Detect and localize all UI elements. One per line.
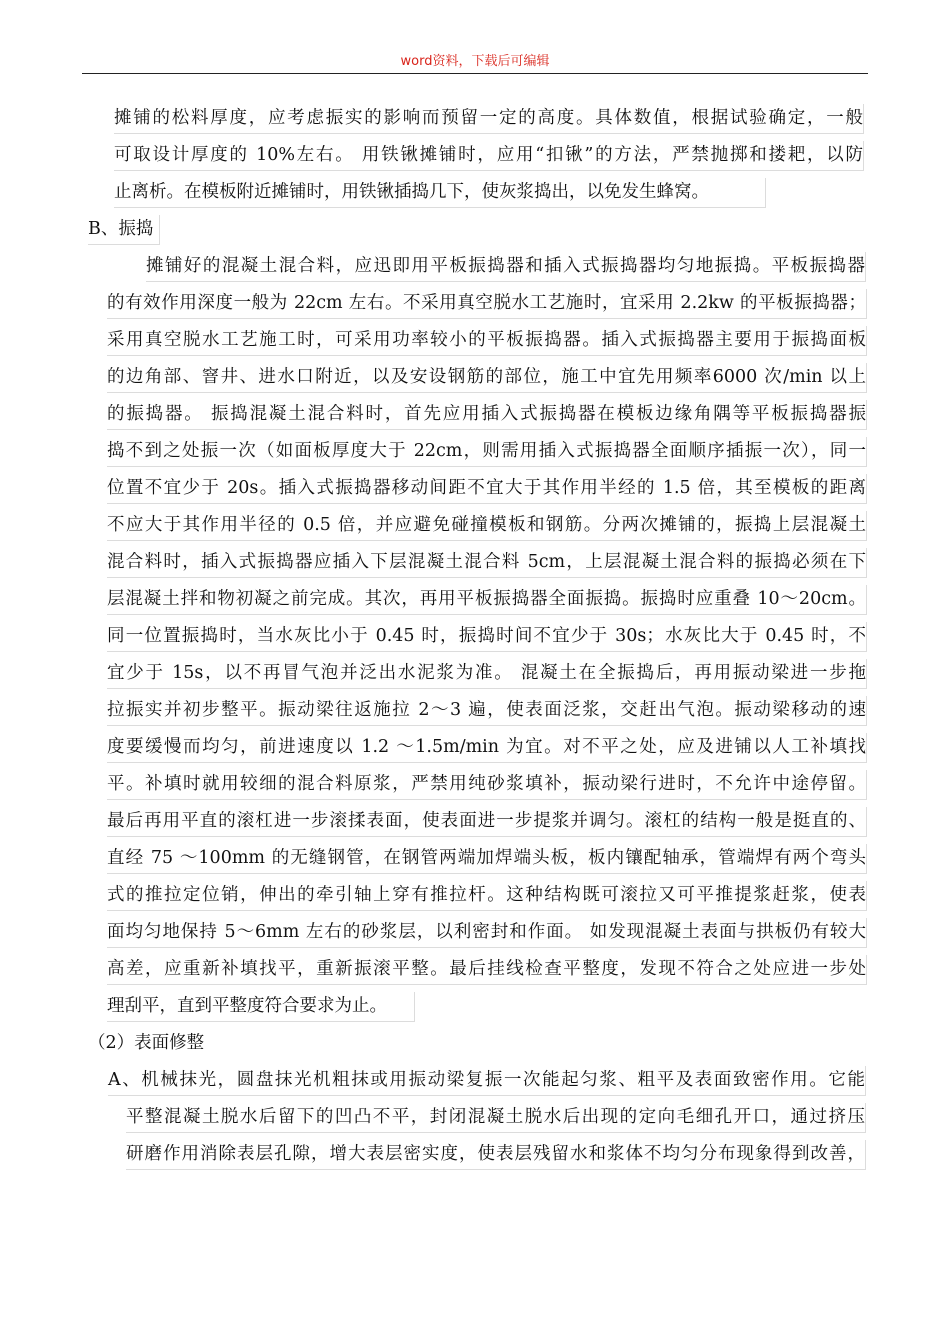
paragraph-line: 混合料时，插入式振捣器应插入下层混凝土混合料 5cm，上层混凝土混合料的振捣必须在下 — [107, 548, 867, 578]
paragraph-line: 同一位置振捣时，当水灰比小于 0.45 时，振捣时间不宜少于 30s；水灰比大于 0.45 时，不 — [107, 622, 867, 652]
paragraph-line: 位置不宜少于 20s。插入式振捣器移动间距不宜大于其作用半经的 1.5 倍，其至模板的距离 — [107, 474, 867, 504]
paragraph-line: 摊铺好的混凝土混合料，应迅即用平板振捣器和插入式振捣器均匀地振捣。平板振捣器 — [146, 252, 866, 282]
paragraph-line: 可取设计厚度的 10%左右。 用铁锹摊铺时，应用“扣锹”的方法，严禁抛掷和搂耙，以防 — [114, 141, 864, 171]
paragraph-line: 的振捣器。 振捣混凝土混合料时，首先应用插入式振捣器在模板边缘角隅等平板振捣器振 — [107, 400, 867, 430]
paragraph-line: 面均匀地保持 5～6mm 左右的砂浆层，以利密封和作面。 如发现混凝土表面与拱板仍有较大 — [107, 918, 867, 948]
paragraph-line: 止离析。在模板附近摊铺时，用铁锹插捣几下，使灰浆捣出，以免发生蜂窝。 — [114, 178, 766, 208]
paragraph-line: A、机械抹光，圆盘抹光机粗抹或用振动梁复振一次能起匀浆、粗平及表面致密作用。它能 — [108, 1066, 866, 1096]
section-heading-surface: （2）表面修整 — [88, 1033, 205, 1053]
paragraph-line: 平。补填时就用较细的混合料原浆，严禁用纯砂浆填补，振动梁行进时，不允许中途停留。 — [107, 770, 867, 800]
paragraph-line: 的有效作用深度一般为 22cm 左右。不采用真空脱水工艺施时，宜采用 2.2kw 的平板振捣器； — [107, 289, 867, 319]
paragraph-line: 高差，应重新补填找平，重新振滚平整。最后挂线检查平整度，发现不符合之处应进一步处 — [107, 955, 867, 985]
paragraph-line: 最后再用平直的滚杠进一步滚揉表面，使表面进一步提浆并调匀。滚杠的结构一般是挺直的、 — [107, 807, 867, 837]
paragraph-line: 度要缓慢而均匀，前进速度以 1.2 ～1.5m/min 为宜。对不平之处，应及进铺以人工补填找 — [107, 733, 867, 763]
paragraph-line: 研磨作用消除表层孔隙，增大表层密实度，使表层残留水和浆体不均匀分布现象得到改善， — [126, 1140, 866, 1170]
paragraph-line: 式的推拉定位销，伸出的牵引轴上穿有推拉杆。这种结构既可滚拉又可平推提浆赶浆，使表 — [107, 881, 867, 911]
paragraph-line: 直经 75 ～100mm 的无缝钢管，在钢管两端加焊端头板，板内镶配轴承，管端焊有两个弯头 — [107, 844, 867, 874]
section-heading-b: B、振捣 — [88, 215, 160, 245]
paragraph-line: 采用真空脱水工艺施工时，可采用功率较小的平板振捣器。插入式振捣器主要用于振捣面板 — [107, 326, 867, 356]
paragraph-line: 摊铺的松料厚度，应考虑振实的影响而预留一定的高度。具体数值，根据试验确定，一般 — [114, 104, 864, 134]
page-header: word资料，下载后可编辑 — [400, 54, 550, 69]
paragraph-line: 宜少于 15s，以不再冒气泡并泛出水泥浆为准。 混凝土在全振捣后，再用振动梁进一步拖 — [107, 659, 867, 689]
paragraph-line: 层混凝土拌和物初凝之前完成。其次，再用平板振捣器全面振捣。振捣时应重叠 10～20cm。 — [107, 585, 867, 615]
paragraph-line: 理刮平，直到平整度符合要求为止。 — [107, 992, 415, 1022]
paragraph-line: 拉振实并初步整平。振动梁往返施拉 2～3 遍，使表面泛浆，交赶出气泡。振动梁移动的速 — [107, 696, 867, 726]
header-divider — [82, 73, 868, 74]
paragraph-line: 的边角部、窨井、进水口附近，以及安设钢筋的部位，施工中宜先用频率6000 次/min 以上 — [107, 363, 867, 393]
paragraph-line: 平整混凝土脱水后留下的凹凸不平，封闭混凝土脱水后出现的定向毛细孔开口，通过挤压 — [126, 1103, 866, 1133]
paragraph-line: 不应大于其作用半径的 0.5 倍，并应避免碰撞模板和钢筋。分两次摊铺的，振捣上层混凝土 — [107, 511, 867, 541]
paragraph-line: 捣不到之处振一次（如面板厚度大于 22cm，则需用插入式振捣器全面顺序插振一次），同一 — [107, 437, 867, 467]
